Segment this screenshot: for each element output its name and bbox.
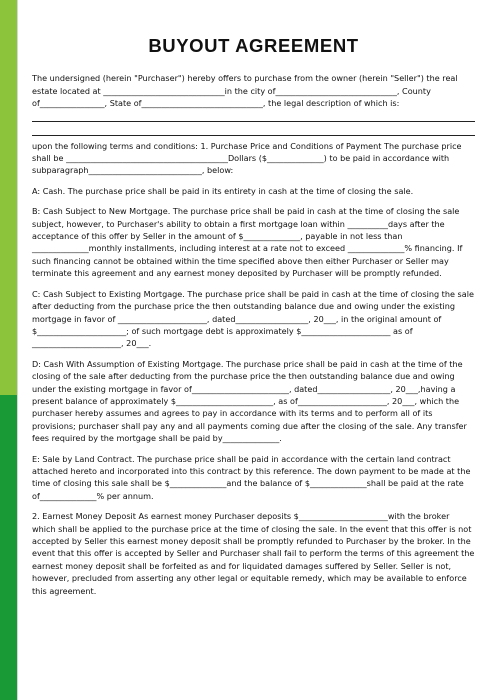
section-c: C: Cash Subject to Existing Mortgage. The purchase price shall be paid in cash at the time of closing the sale after deducting from the purchase price the then outstanding balance due and owing under the existing mortgage in favor of ______________________, dated__________________, 20___, in the original amount of $______________________; of such mortgage debt is approximately $______________________ as of ______________________, 20___.: [32, 288, 474, 349]
section-a: A: Cash. The purchase price shall be paid in its entirety in cash at the time of closing the sale.: [32, 185, 414, 196]
blank-line[interactable]: [32, 124, 475, 136]
section-b: B: Cash Subject to New Mortgage. The purchase price shall be paid in cash at the time of closing the sale subject, however, to Purchaser's ability to obtain a first mortgage loan within __________days after the acceptance of this offer by Seller in the amount of $______________, payable in not less than ______________monthly installments, including interest at a rate not to exceed ______________% financing. If such financing cannot be obtained within the time specified above then either Purchaser or Seller may terminate this agreement and any earnest money deposited by Purchaser will be promptly refunded.: [32, 206, 463, 279]
accent-bar-bottom: [0, 395, 17, 700]
blank-line[interactable]: [32, 110, 475, 122]
section-d: D: Cash With Assumption of Existing Mortgage. The purchase price shall be paid in cash at the time of the closing of the sale after deducting from the purchase price the then outstanding balance due and owing under the existing mortgage in favor of________________________, dated__________________, 20___,having a present balance of approximately $________________________, as of______________________, 20___, which the purchaser hereby assumes and agrees to pay in accordance with its terms and to perform all of its provisions; purchaser shall pay any and all payments coming due after the closing of the sale. Any transfer fees required by the mortgage shall be paid by______________.: [32, 358, 467, 444]
margin-rule: [17, 0, 18, 700]
document-title: BUYOUT AGREEMENT: [148, 35, 359, 56]
accent-bar-top: [0, 0, 17, 395]
terms-paragraph: upon the following terms and conditions: 1. Purchase Price and Conditions of Payment The purchase price shall be ________________________________________Dollars ($______________) to be paid in accordance with subparagraph____________________________, below:: [32, 140, 462, 176]
intro-paragraph: The undersigned (herein "Purchaser") hereby offers to purchase from the owner (herein "Seller") the real estate located at ______________________________in the city of______________________________, County of________________, State of______________________________, the legal description of which is:: [32, 73, 458, 109]
legal-description-blanks[interactable]: [32, 110, 475, 136]
section-2-earnest-money: 2. Earnest Money Deposit As earnest money Purchaser deposits $______________________with the broker which shall be applied to the purchase price at the time of closing the sale. In the event that this offer is not accepted by Seller this earnest money deposit shall be promptly refunded to Purchaser by the broker. In the event that this offer is accepted by Seller and Purchaser shall fail to perform the terms of this agreement the earnest money deposit shall be forfeited as and for liquidated damages suffered by Seller. Seller is not, however, precluded from asserting any other legal or equitable remedy, which may be available to enforce this agreement.: [32, 511, 475, 596]
document-page: [32, 35, 475, 605]
section-e: E: Sale by Land Contract. The purchase price shall be paid in accordance with the certain land contract attached hereto and incorporated into this contract by this reference. The down payment to be made at the time of closing this sale shall be $______________and the balance of $______________shall be paid at the rate of______________% per annum.: [32, 453, 471, 501]
